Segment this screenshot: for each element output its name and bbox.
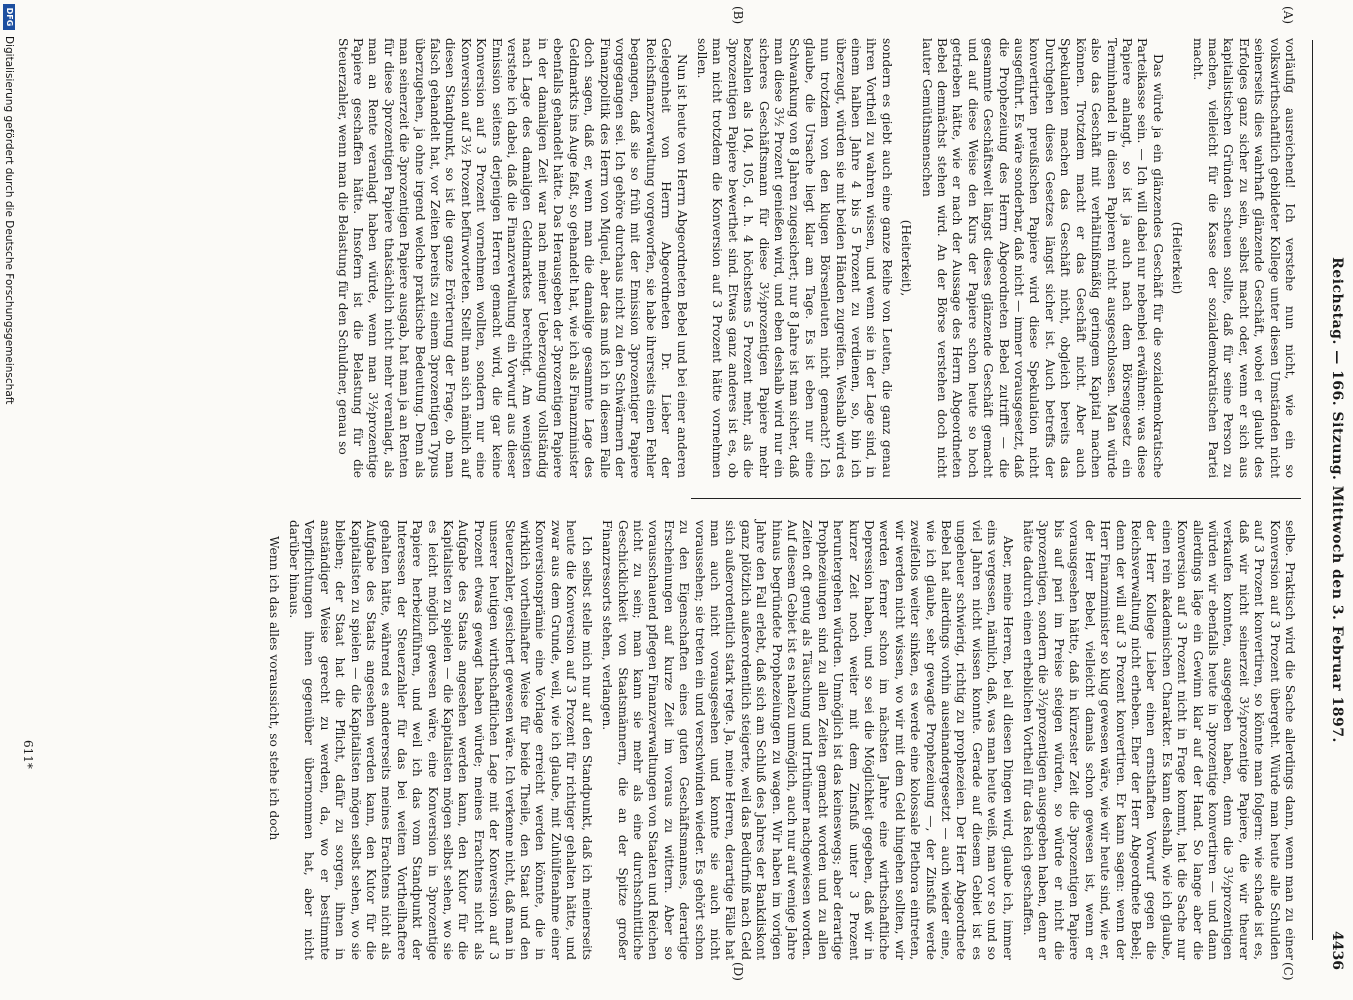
margin-marker-a: (A): [1281, 6, 1295, 25]
paragraph: Wenn ich das alles voraussicht, so stehe ich doch: [266, 536, 281, 841]
paragraph: Das würde ja ein glänzendes Geschäft für die sozialdemokratische Parteikasse sein. — Ich will dabei nur nebenbei erwähnen: was diese Papiere anlangt, so ist ja auch nach dem Börsengesetz ein Terminhandel in diesen Papieren nicht ausgeschlossen. Man würde also das Geschäft mit verhältnißmäßig geringem Kapital machen können. Trotzdem macht er das Geschäft nicht. Aber auch Spekulanten machen das Geschäft nicht, obgleich bereits das Durchgehen dieses Gesetzes längst sicher ist. Auch betreffs der konvertirten preußischen Papiere wird diese Spekulation nicht ausgeführt. Es wäre sonderbar, daß nicht — immer vorausgesetzt, daß die Prophezeiung des Herrn Abgeordneten Bebel zutrifft — die gesammte Geschäftswelt längst dieses glänzende Geschäft gemacht und auf diese Weise den Kurs der Papiere schon heute so hoch getrieben hätte, wie er nach der Aussage des Herrn Abgeordneten Bebel demnächst stehen wird. An der Börse verstehen doch nicht lauter Gemüthsmenschen: [919, 38, 1165, 478]
column-divider: [691, 498, 1301, 499]
paragraph: Aber, meine Herren, bei all diesen Dingen wird, glaube ich, immer eins vergessen, nämlich, daß, was man heute weiß, man vor so und so viel Jahren nicht wissen konnte. Gerade auf diesem Gebiet ist es ungeheuer schwierig, richtig zu prophezeien. Der Herr Abgeordnete Bebel hat allerdings vorhin auseinandergesetzt — auch wieder eine, wie ich glaube, sehr gewagte Prophezeiung —, der Zinsfuß werde zweifellos weiter sinken, es werde eine kolossale Plethora eintreten, wir werden nicht wissen, wo wir mit dem Geld hingehen sollten, wir werden ferner schon im nächsten Jahre eine wirthschaftliche Depression haben, und so sei die Möglichkeit gegeben, daß wir in kurzer Zeit noch weiter mit dem Zinsfuß unter 3 Prozent heruntergehen würden. Unmöglich ist das keineswegs; aber derartige Prophezeiungen sind zu allen Zeiten gemacht worden und zu allen Zeiten oft genug als Täuschung und Irrthümer nachgewiesen worden. Auf diesem Gebiet ist es nahezu unmöglich, auch nur auf wenige Jahre hinaus begründete Prophezeiungen zu wagen. Wir haben im vorigen Jahre den Fall erlebt, daß sich am Schluß des Jahres der Bankdiskont ganz plötzlich außerordentlich steigerte, weil das Bedürfniß nach Geld sich außerordentlich stark regte. Ja, meine Herren, derartige Fälle hat man auch nicht vorausgesehen und konnte sie auch nicht voraussehen; sie treten ein und verschwinden wieder. Es gehört schon zu den Eigenschaften eines guten Geschäftsmannes, derartige Erscheinungen auf kurze Zeit im voraus zu wittern. Aber so vorausschauend pflegen Finanzverwaltungen von Staaten und Reichen nicht zu sein; man kann sie mehr als eine durchschnittliche Geschicklichkeit von Staatsmännern, die an der Spitze großer Finanzressorts stehen, verlangen.: [600, 520, 1015, 960]
dfg-logo: DFG: [3, 4, 15, 30]
page-header: [1301, 0, 1353, 1000]
running-title: Reichstag. — 166. Sitzung. Mittwoch den 3. Februar 1897.: [1329, 257, 1345, 743]
remark: (Heiterkeit),: [899, 219, 914, 297]
footer: [1, 0, 15, 1000]
paragraph: sondern es giebt auch eine ganze Reihe von Leuten, die ganz genau ihren Vortheil zu wahren wissen, und wenn sie in der Lage sind, in einem halben Jahre 4 bis 5 Prozent zu verdienen, so, bin ich überzeugt, würden sie mit beiden Händen zugreifen. Weshalb wird es nun trotzdem von den klugen Börsenleuten nicht gemacht? Ich glaube, die Ursache liegt klar am Tage. Es ist eben nur eine Schwankung von 8 Jahren zugesichert; nur 8 Jahre ist man sicher, daß man diese 3½ Prozent genießen wird, und eben deshalb wird nur ein sicheres Geschäftsmann für diese 3½prozentigen Papiere mehr bezahlen als 104, 105, d. h. 4 höchstens 5 Prozent mehr, als die 3prozentigen Papiere bewerthet sind. Etwas ganz anderes ist es, ob man nicht trotzdem die Konversion auf 3 Prozent hätte vornehmen sollen.: [694, 38, 894, 478]
digitization-credit: Digitalisierung gefördert durch die Deutsche Forschungsgemeinschaft: [3, 36, 15, 405]
paragraph: selbe. Praktisch wird die Sache allerdings dann, wenn man zu einer Konversion auf 3 Prozent übergeht. Würde man heute alle Schulden auf 3 Prozent konvertiren, so könnte man folgern: wie schade ist es, daß wir nicht seinerzeit 3½prozentige Papiere, die wir theurer verkaufen konnten, ausgegeben haben, denn die 3½prozentigen würden wir ebenfalls heute in 3prozentige konvertiren — und dann allerdings läge ein Gewinn klar auf der Hand. So lange aber die Konversion auf 3 Prozent nicht in Frage kommt, hat die Sache nur einen rein akademischen Charakter. Es kann deshalb, wie ich glaube, der Herr Kollege Lieber einen ernsthaften Vorwurf gegen die Reichsverwaltung nicht erheben. Eher der Herr Abgeordnete Bebel; denn der will auf 3 Prozent konvertiren. Er kann sagen: wenn der Herr Finanzminister so klug gewesen wäre, wie wir heute sind, wie er, der Herr Bebel, vielleicht damals schon gewesen ist, wenn er vorausgesehen hätte, daß in kürzester Zeit die 3prozentigen Papiere bis auf pari im Preise steigen würden, so würde er nicht die 3prozentigen, sondern die 3½prozentigen ausgegeben haben, denn er hätte dadurch einen erheblichen Vortheil für das Reich geschaffen.: [1021, 520, 1297, 960]
left-column: [329, 38, 1297, 478]
page-number: 4436: [1329, 931, 1345, 970]
signature-mark: 611*: [21, 740, 35, 769]
margin-marker-b: (B): [731, 6, 745, 25]
margin-marker-c: (C): [1281, 962, 1295, 981]
remark: (Heiterkeit): [1170, 221, 1185, 295]
paragraph: Ich selbst stelle mich nur auf den Standpunkt, daß ich meinerseits heute die Konversion auf 3 Prozent für richtiger gehalten hätte, und zwar aus dem Grunde, weil, wie ich glaube, mit Zuhülfenahme einer Konversionsprämie eine Vorlage erreicht werden könnte, die in wirklich vortheilhafter Weise für beide Theile, den Staat und den Steuerzahler, gesichert gewesen wäre. Ich verkenne nicht, daß man in unserer heutigen wirthschaftlichen Lage mit der Konversion auf 3 Prozent etwas gewagt haben würde; meines Erachtens nicht als Aufgabe des Staats angesehen werden kann, den Kutor für die Kapitalisten zu spielen — die Kapitalisten mögen selbst sehen, wo sie es leicht möglich gewesen wäre, eine Konversion in 3prozentige Papiere herbeizuführen, und weil ich das vom Standpunkt der Interessen der Steuerzahler für das bei weitem Vortheilhaftere gehalten hätte, während es andererseits meines Erachtens nicht als Aufgabe des Staats angesehen werden kann, den Kutor für die Kapitalisten zu spielen — die Kapitalisten mögen selbst sehen, wo sie bleiben; der Staat hat die Pflicht, dafür zu sorgen, ihnen in anständiger Weise gerecht zu werden, da, wo er bestimmte Verpflichtungen ihnen gegenüber übernommen hat, aber nicht darüber hinaus.: [287, 520, 594, 960]
paragraph: Nun ist heute von Herrn Abgeordneten Bebel und bei einer anderen Gelegenheit von Herrn Abgeordneten Dr. Lieber der Reichsfinanzverwaltung vorgeworfen, sie habe ihrerseits einen Fehler begangen, daß sie so früh mit der Emission 3prozentiger Papiere vorgegangen sei. Ich gehöre durchaus nicht zu den Schwärmern der Finanzpolitik des Herrn von Miquel, aber das muß ich in diesem Falle doch sagen, daß er, wenn man die damalige gesammte Lage des Geldmarkts ins Auge faßt, so gehandelt hat, wie ich als Finanzminister ebenfalls gehandelt hätte. Das Herausgeben der 3prozentigen Papiere in der damaligen Zeit war nach meiner Ueberzeugung vollständig nach Lage des damaligen Geldmarktes berechtigt. Am wenigsten verstehe ich dabei, daß die Finanzverwaltung ein Vorwurf aus dieser Emission seitens derjenigen Herren gemacht wird, die gar keine Konversion auf 3 Prozent vornehmen wollten, sondern nur eine Konversion auf 3½ Prozent befürworteten. Stellt man sich nämlich auf diesen Standpunkt, so ist die ganze Erörterung der Frage, ob man falsch gehandelt hat, vor Zeiten bereits zu einem 3prozentigen Typus überzugehen, ja ohne irgend welche praktische Bedeutung. Denn als man seinerzeit die 3prozentigen Papiere ausgab, hat man ja an Renten für diese 3prozentigen Papiere thatsächlich nicht mehr veranlagt, als man an Rente veranlagt haben würde, wenn man 3½prozentige Papiere geschaffen hätte. Insofern ist die Belastung für die Steuerzahler, wenn man die Belastung für den Schuldner, genau so: [335, 38, 689, 478]
header-rule: [1312, 40, 1313, 940]
right-column: [260, 520, 1297, 960]
margin-marker-d: (D): [731, 962, 745, 981]
paragraph: vorläufig ausreichend! Ich verstehe nun nicht, wie ein so volkswirthschaftlich gebildeter Kollege unter diesen Umständen nicht seinerseits dies wahrhaft glänzende Geschäft, wobei er glaubt des Erfolges ganz sicher zu sein, selbst macht oder, wenn er sich aus kapitalistischen Gründen scheuen sollte, daß für seine Person zu machen, vielleicht für die Kasse der sozialdemokratischen Partei macht.: [1190, 38, 1297, 478]
